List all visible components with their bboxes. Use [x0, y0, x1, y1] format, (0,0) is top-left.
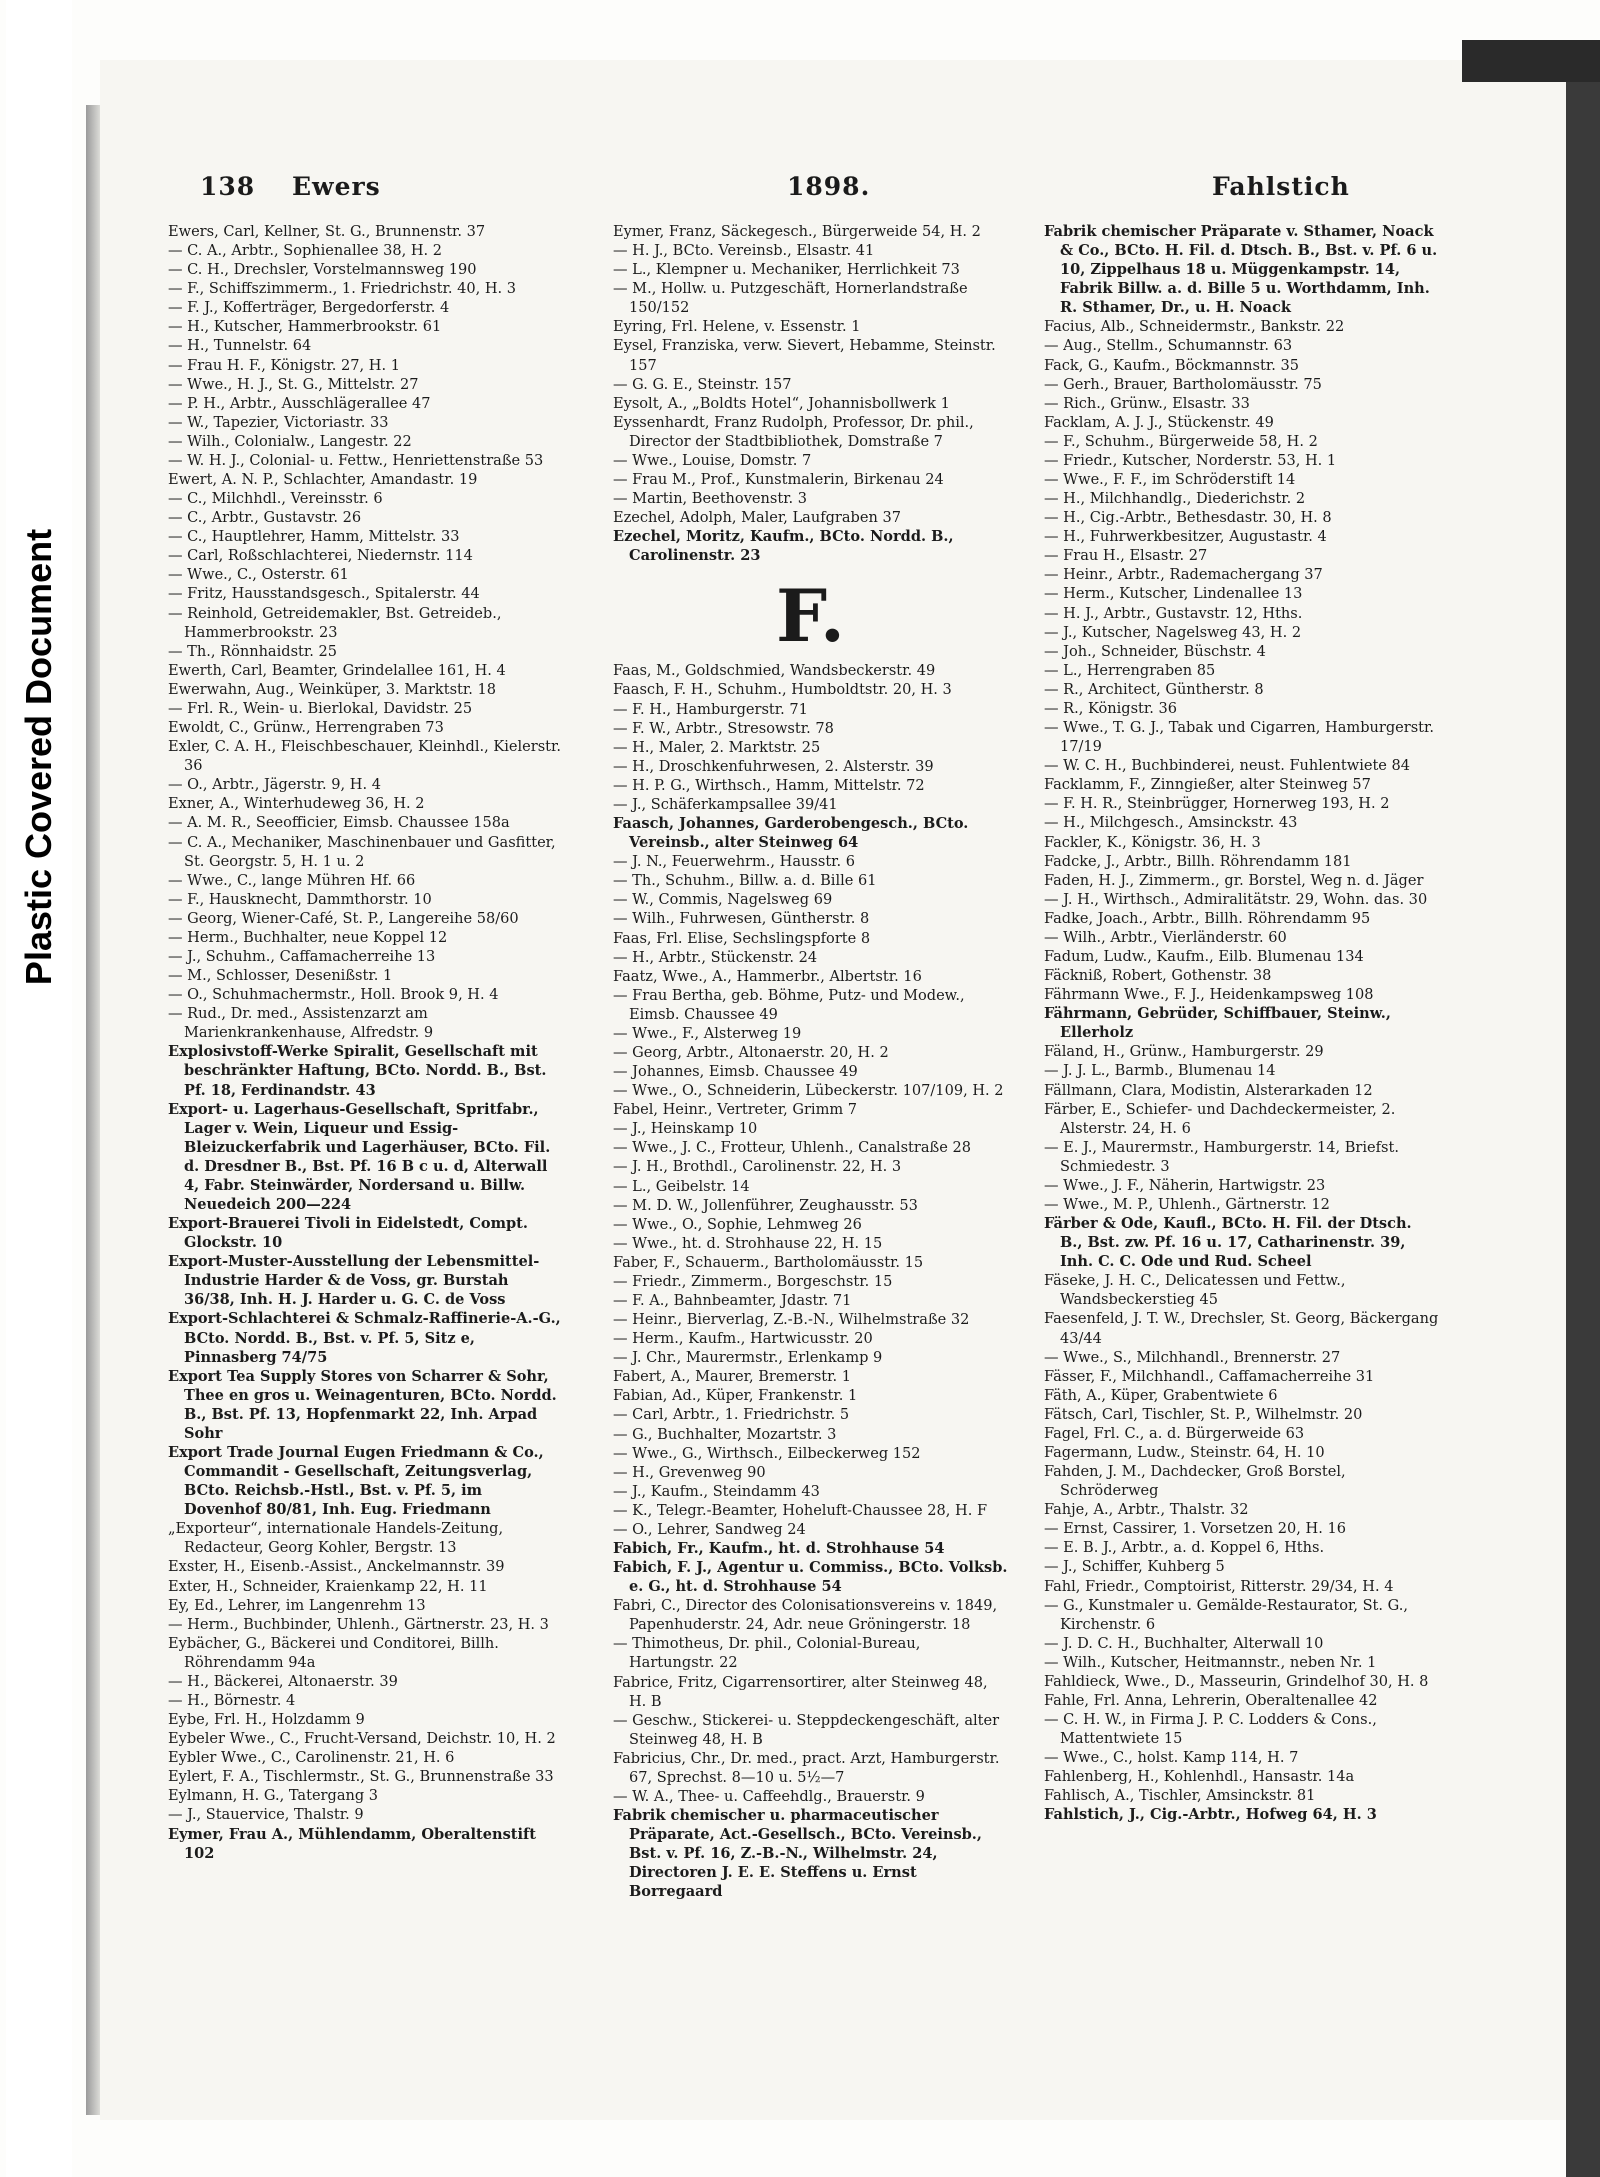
directory-entry: Ewerth, Carl, Beamter, Grindelallee 161, H. 4: [168, 661, 506, 679]
directory-entry: — G. G. E., Steinstr. 157: [613, 375, 792, 393]
directory-entry: — Wwe., C., Osterstr. 61: [168, 566, 349, 584]
directory-entry: Eyring, Frl. Helene, v. Essenstr. 1: [613, 318, 861, 336]
directory-entry: — C., Arbtr., Gustavstr. 26: [168, 509, 362, 527]
directory-entry: — Carl, Roßschlachterei, Niedernstr. 114: [168, 547, 473, 565]
directory-entry: — Wilh., Arbtr., Vierländerstr. 60: [1044, 928, 1287, 946]
directory-entry: — Johannes, Eimsb. Chaussee 49: [613, 1063, 858, 1081]
directory-entry: Exter, H., Schneider, Kraienkamp 22, H. 11: [168, 1577, 488, 1595]
directory-entry: — H., Bäckerei, Altonaerstr. 39: [168, 1672, 398, 1690]
directory-entry: Export-Muster-Ausstellung der Lebensmittel-Industrie Harder & de Voss, gr. Burstah 36/38, Inh. H. J. Harder u. G. C. de Voss: [168, 1253, 540, 1309]
directory-entry: Facklam, A. J. J., Stückenstr. 49: [1044, 413, 1274, 431]
directory-entry: — H., Maler, 2. Marktstr. 25: [613, 738, 821, 756]
directory-entry: — C. H. W., in Firma J. P. C. Lodders & Cons., Mattentwiete 15: [1044, 1711, 1377, 1748]
directory-entry: — W. A., Thee- u. Caffeehdlg., Brauerstr. 9: [613, 1788, 925, 1806]
directory-entry: Fahden, J. M., Dachdecker, Groß Borstel, Schröderweg: [1044, 1463, 1346, 1500]
directory-entry: — J. N., Feuerwehrm., Hausstr. 6: [613, 853, 856, 871]
directory-entry: Fadcke, J., Arbtr., Billh. Röhrendamm 181: [1044, 852, 1352, 870]
directory-entry: — C. A., Arbtr., Sophienallee 38, H. 2: [168, 242, 443, 260]
directory-entry: — M. D. W., Jollenführer, Zeughausstr. 53: [613, 1196, 918, 1214]
directory-entry: — F., Hausknecht, Dammthorstr. 10: [168, 890, 432, 908]
directory-entry: — Wilh., Colonialw., Langestr. 22: [168, 432, 412, 450]
directory-entry: Eysel, Franziska, verw. Sievert, Hebamme, Steinstr. 157: [613, 337, 996, 374]
directory-entry: — Wwe., O., Sophie, Lehmweg 26: [613, 1215, 862, 1233]
directory-entry: — F. W., Arbtr., Stresowstr. 78: [613, 719, 834, 737]
directory-entry: Fack, G., Kaufm., Böckmannstr. 35: [1044, 356, 1299, 374]
directory-entry: Ewers, Carl, Kellner, St. G., Brunnenstr. 37: [168, 223, 486, 240]
directory-entry: — J., Schäferkampsallee 39/41: [613, 795, 838, 813]
directory-entry: — Rud., Dr. med., Assistenzarzt am Marienkrankenhause, Alfredstr. 9: [168, 1005, 434, 1042]
directory-entry: — Wwe., F., Alsterweg 19: [613, 1024, 802, 1042]
directory-entry: — F. J., Kofferträger, Bergedorferstr. 4: [168, 299, 450, 317]
directory-entry: Fagermann, Ludw., Steinstr. 64, H. 10: [1044, 1444, 1325, 1461]
directory-entry: Fäth, A., Küper, Grabentwiete 6: [1044, 1386, 1278, 1404]
directory-entry: — J. J. L., Barmb., Blumenau 14: [1044, 1062, 1276, 1080]
directory-entry: — J. Chr., Maurermstr., Erlenkamp 9: [613, 1349, 883, 1367]
directory-entry: — H., Grevenweg 90: [613, 1463, 766, 1481]
directory-entry: Fabrice, Fritz, Cigarrensortirer, alter Steinweg 48, H. B: [613, 1673, 988, 1710]
directory-entry: Fabich, Fr., Kaufm., ht. d. Strohhause 54: [613, 1540, 945, 1557]
directory-entry: — C. A., Mechaniker, Maschinenbauer und Gasfitter, St. Georgstr. 5, H. 1 u. 2: [168, 833, 556, 870]
directory-entry: — Wwe., C., holst. Kamp 114, H. 7: [1044, 1749, 1299, 1767]
directory-entry: Eybächer, G., Bäckerei und Conditorei, Billh. Röhrendamm 94a: [168, 1634, 499, 1671]
directory-entry: — Wwe., G., Wirthsch., Eilbeckerweg 152: [613, 1444, 921, 1462]
directory-entry: Eymer, Frau A., Mühlendamm, Oberaltenstift 102: [168, 1825, 537, 1862]
directory-entry: Export-Brauerei Tivoli in Eidelstedt, Compt. Glockstr. 10: [168, 1215, 528, 1252]
directory-entry: — Thimotheus, Dr. phil., Colonial-Bureau, Hartungstr. 22: [613, 1635, 921, 1672]
directory-entry: — M., Schlosser, Desenißstr. 1: [168, 967, 393, 985]
directory-entry: — O., Schuhmachermstr., Holl. Brook 9, H. 4: [168, 986, 499, 1004]
directory-entry: — Frau M., Prof., Kunstmalerin, Birkenau 24: [613, 471, 944, 489]
directory-entry: Fahl, Friedr., Comptoirist, Ritterstr. 29/34, H. 4: [1044, 1577, 1394, 1595]
directory-entry: Färber & Ode, Kaufl., BCto. H. Fil. der Dtsch. B., Bst. zw. Pf. 16 u. 17, Catharinenstr. 39, Inh. C. C. Ode und Rud. Scheel: [1044, 1215, 1412, 1271]
directory-entry: — C., Hauptlehrer, Hamm, Mittelstr. 33: [168, 528, 460, 546]
directory-entry: Facklamm, F., Zinngießer, alter Steinweg 57: [1044, 776, 1371, 794]
directory-entry: Export Trade Journal Eugen Friedmann & Co., Commandit - Gesellschaft, Zeitungsverlag, BCto. Reichsb.-Hstl., Bst. v. Pf. 5, im Dovenhof 80/81, Inh. Eug. Friedmann: [168, 1444, 544, 1519]
directory-entry: Fackler, K., Königstr. 36, H. 3: [1044, 833, 1261, 851]
directory-entry: — Herm., Buchbinder, Uhlenh., Gärtnerstr. 23, H. 3: [168, 1615, 549, 1633]
directory-entry: Fadum, Ludw., Kaufm., Eilb. Blumenau 134: [1044, 947, 1364, 965]
directory-entry: Fabricius, Chr., Dr. med., pract. Arzt, Hamburgerstr. 67, Sprechst. 8—10 u. 5½—7: [613, 1749, 1000, 1786]
directory-entry: Fätsch, Carl, Tischler, St. P., Wilhelmstr. 20: [1044, 1405, 1363, 1423]
directory-entry: — H., Milchgesch., Amsinckstr. 43: [1044, 814, 1298, 832]
directory-entry: — L., Herrengraben 85: [1044, 661, 1216, 679]
directory-entry: — J., Stauervice, Thalstr. 9: [168, 1806, 364, 1824]
directory-entry: — Wwe., S., Milchhandl., Brennerstr. 27: [1044, 1348, 1341, 1366]
directory-entry: — Carl, Arbtr., 1. Friedrichstr. 5: [613, 1406, 850, 1424]
directory-entry: — F. H. R., Steinbrügger, Hornerweg 193, H. 2: [1044, 795, 1390, 813]
directory-column-left: [168, 222, 563, 1863]
directory-entry: — W., Tapezier, Victoriastr. 33: [168, 413, 389, 431]
directory-entry: Eymer, Franz, Säckegesch., Bürgerweide 54, H. 2: [613, 223, 981, 240]
directory-entry: Fahldieck, Wwe., D., Masseurin, Grindelhof 30, H. 8: [1044, 1672, 1429, 1690]
directory-entry: Export- u. Lagerhaus-Gesellschaft, Spritfabr., Lager v. Wein, Liqueur und Essig-Bleizuckerfabrik und Lagerhäuser, BCto. Fil. d. Dresdner B., Bst. Pf. 16 B c u. d, Alterwall 4, Fabr. Steinwärder, Nordersand u. Billw. Neuedeich 200—224: [168, 1100, 551, 1213]
directory-entry: — J. H., Wirthsch., Admiralitätstr. 29, Wohn. das. 30: [1044, 890, 1428, 908]
directory-entry: — Georg, Arbtr., Altonaerstr. 20, H. 2: [613, 1043, 889, 1061]
directory-entry: Eybeler Wwe., C., Frucht-Versand, Deichstr. 10, H. 2: [168, 1730, 556, 1748]
directory-entry: — Wwe., M. P., Uhlenh., Gärtnerstr. 12: [1044, 1195, 1330, 1213]
directory-entry: Fabel, Heinr., Vertreter, Grimm 7: [613, 1101, 858, 1119]
directory-entry: Faas, Frl. Elise, Sechslingspforte 8: [613, 929, 871, 947]
directory-entry: — R., Königstr. 36: [1044, 699, 1177, 717]
directory-entry: — Martin, Beethovenstr. 3: [613, 490, 808, 508]
directory-entry: Eysolt, A., „Boldts Hotel“, Johannisbollwerk 1: [613, 394, 950, 412]
directory-entry: — A. M. R., Seeofficier, Eimsb. Chaussee 158a: [168, 814, 510, 832]
directory-entry: — Wwe., J. F., Näherin, Hartwigstr. 23: [1044, 1176, 1326, 1194]
directory-entry: Facius, Alb., Schneidermstr., Bankstr. 22: [1044, 318, 1345, 336]
side-caption-text: Plastic Covered Document: [18, 528, 59, 986]
directory-entry: — Wwe., C., lange Mühren Hf. 66: [168, 871, 416, 889]
middle-column-top-entries: [613, 222, 1008, 565]
directory-entry: Fabian, Ad., Küper, Frankenstr. 1: [613, 1387, 858, 1405]
directory-entry: — H., Börnestr. 4: [168, 1692, 296, 1710]
directory-entry: — G., Buchhalter, Mozartstr. 3: [613, 1425, 837, 1443]
directory-entry: — H. J., BCto. Vereinsb., Elsastr. 41: [613, 242, 875, 260]
directory-entry: Fäland, H., Grünw., Hamburgerstr. 29: [1044, 1043, 1324, 1061]
directory-entry: — Wilh., Fuhrwesen, Güntherstr. 8: [613, 910, 870, 928]
directory-entry: — J., Schiffer, Kuhberg 5: [1044, 1558, 1225, 1576]
directory-entry: — W., Commis, Nagelsweg 69: [613, 891, 833, 909]
directory-entry: — Friedr., Zimmerm., Borgeschstr. 15: [613, 1272, 893, 1290]
directory-entry: Fahlenberg, H., Kohlenhdl., Hansastr. 14a: [1044, 1768, 1355, 1786]
directory-column-middle: [613, 222, 1008, 1901]
directory-entry: Fahle, Frl. Anna, Lehrerin, Oberaltenallee 42: [1044, 1692, 1378, 1710]
section-letter: F.: [776, 573, 845, 659]
directory-entry: — Georg, Wiener-Café, St. P., Langereihe 58/60: [168, 909, 519, 927]
directory-entry: „Exporteur“, internationale Handels-Zeitung, Redacteur, Georg Kohler, Bergstr. 13: [168, 1520, 504, 1557]
directory-entry: — C. H., Drechsler, Vorstelmannsweg 190: [168, 261, 477, 279]
directory-entry: — O., Arbtr., Jägerstr. 9, H. 4: [168, 776, 381, 794]
directory-entry: — Friedr., Kutscher, Norderstr. 53, H. 1: [1044, 451, 1337, 469]
directory-entry: Export Tea Supply Stores von Scharrer & Sohr, Thee en gros u. Weinagenturen, BCto. Nordd. B., Bst. Pf. 13, Hopfenmarkt 22, Inh. Arpad Sohr: [168, 1367, 557, 1442]
directory-entry: Fabich, F. J., Agentur u. Commiss., BCto. Volksb. e. G., ht. d. Strohhause 54: [613, 1559, 1008, 1596]
directory-entry: — H., Kutscher, Hammerbrookstr. 61: [168, 318, 442, 336]
directory-entry: Ewerwahn, Aug., Weinküper, 3. Marktstr. 18: [168, 680, 497, 698]
directory-entry: Faasch, Johannes, Garderobengesch., BCto. Vereinsb., alter Steinweg 64: [613, 815, 969, 852]
directory-entry: — Herm., Kaufm., Hartwicusstr. 20: [613, 1330, 873, 1348]
directory-entry: — L., Klempner u. Mechaniker, Herrlichkeit 73: [613, 261, 960, 279]
directory-entry: — O., Lehrer, Sandweg 24: [613, 1520, 806, 1538]
directory-entry: Fährmann, Gebrüder, Schiffbauer, Steinw., Ellerholz: [1044, 1005, 1391, 1042]
directory-entry: Fällmann, Clara, Modistin, Alsterarkaden 12: [1044, 1081, 1373, 1099]
directory-entry: Faasch, F. H., Schuhm., Humboldtstr. 20, H. 3: [613, 681, 952, 699]
directory-entry: — Aug., Stellm., Schumannstr. 63: [1044, 337, 1293, 355]
directory-entry: — F., Schiffszimmerm., 1. Friedrichstr. 40, H. 3: [168, 280, 517, 298]
directory-entry: — Frau H. F., Königstr. 27, H. 1: [168, 356, 400, 374]
header-catchword-right: Fahlstich: [1212, 172, 1350, 201]
directory-entry: Faesenfeld, J. T. W., Drechsler, St. Georg, Bäckergang 43/44: [1044, 1310, 1439, 1347]
directory-entry: — Wwe., H. J., St. G., Mittelstr. 27: [168, 375, 419, 393]
directory-entry: — M., Hollw. u. Putzgeschäft, Hornerlandstraße 150/152: [613, 280, 968, 317]
directory-entry: — Rich., Grünw., Elsastr. 33: [1044, 394, 1250, 412]
directory-entry: — Wwe., ht. d. Strohhause 22, H. 15: [613, 1234, 883, 1252]
page-gutter-shadow: [86, 105, 100, 2115]
directory-entry: — J., Heinskamp 10: [613, 1120, 758, 1138]
directory-entry: — Wilh., Kutscher, Heitmannstr., neben Nr. 1: [1044, 1653, 1377, 1671]
directory-entry: — Wwe., T. G. J., Tabak und Cigarren, Hamburgerstr. 17/19: [1044, 719, 1434, 756]
directory-entry: Ewoldt, C., Grünw., Herrengraben 73: [168, 719, 444, 737]
header-catchword-left: Ewers: [292, 172, 381, 201]
directory-entry: — H., Cig.-Arbtr., Bethesdastr. 30, H. 8: [1044, 509, 1332, 527]
directory-entry: — W. H. J., Colonial- u. Fettw., Henriettenstraße 53: [168, 451, 544, 469]
directory-entry: — H. J., Arbtr., Gustavstr. 12, Hths.: [1044, 604, 1303, 622]
directory-entry: — Heinr., Arbtr., Rademachergang 37: [1044, 566, 1323, 584]
directory-entry: — Wwe., O., Schneiderin, Lübeckerstr. 107/109, H. 2: [613, 1082, 1004, 1100]
directory-entry: Eyssenhardt, Franz Rudolph, Professor, Dr. phil., Director der Stadtbibliothek, Domstraße 7: [613, 413, 974, 450]
directory-entry: — Frau H., Elsastr. 27: [1044, 547, 1208, 565]
directory-entry: — Wwe., F. F., im Schröderstift 14: [1044, 471, 1296, 489]
directory-entry: — Wwe., Louise, Domstr. 7: [613, 451, 812, 469]
directory-entry: — F. A., Bahnbeamter, Jdastr. 71: [613, 1291, 852, 1309]
directory-entry: — Gerh., Brauer, Bartholomäusstr. 75: [1044, 375, 1322, 393]
directory-entry: Fabert, A., Maurer, Bremerstr. 1: [613, 1368, 852, 1386]
directory-entry: — H., Milchhandlg., Diederichstr. 2: [1044, 490, 1306, 508]
dark-right-edge: [1566, 82, 1600, 2177]
directory-entry: Fadke, Joach., Arbtr., Billh. Röhrendamm 95: [1044, 909, 1371, 927]
directory-entry: — Heinr., Bierverlag, Z.-B.-N., Wilhelmstraße 32: [613, 1311, 970, 1329]
page-number: 138: [200, 172, 256, 201]
directory-entry: Export-Schlachterei & Schmalz-Raffinerie-A.-G., BCto. Nordd. B., Bst. v. Pf. 5, Sitz e, Pinnasberg 74/75: [168, 1310, 561, 1366]
directory-entry: Eybler Wwe., C., Carolinenstr. 21, H. 6: [168, 1749, 455, 1767]
directory-entry: Exler, C. A. H., Fleischbeschauer, Kleinhdl., Kielerstr. 36: [168, 738, 561, 775]
directory-entry: — Fritz, Hausstandsgesch., Spitalerstr. 44: [168, 585, 480, 603]
directory-entry: — R., Architect, Güntherstr. 8: [1044, 680, 1264, 698]
directory-entry: — H., Tunnelstr. 64: [168, 337, 312, 355]
directory-entry: — Ernst, Cassirer, 1. Vorsetzen 20, H. 16: [1044, 1520, 1346, 1538]
directory-entry: — P. H., Arbtr., Ausschlägerallee 47: [168, 394, 431, 412]
directory-entry: — Geschw., Stickerei- u. Steppdeckengeschäft, alter Steinweg 48, H. B: [613, 1711, 1000, 1748]
directory-entry: Exner, A., Winterhudeweg 36, H. 2: [168, 795, 425, 813]
directory-entry: Fäseke, J. H. C., Delicatessen und Fettw., Wandsbeckerstieg 45: [1044, 1272, 1346, 1309]
directory-entry: Exster, H., Eisenb.-Assist., Anckelmannstr. 39: [168, 1558, 505, 1576]
directory-entry: Färber, E., Schiefer- und Dachdeckermeister, 2. Alsterstr. 24, H. 6: [1044, 1100, 1396, 1137]
directory-entry: — J., Kutscher, Nagelsweg 43, H. 2: [1044, 623, 1302, 641]
directory-entry: — F., Schuhm., Bürgerweide 58, H. 2: [1044, 432, 1318, 450]
directory-entry: — J., Schuhm., Caffamacherreihe 13: [168, 947, 436, 965]
directory-entry: Fährmann Wwe., F. J., Heidenkampsweg 108: [1044, 986, 1374, 1004]
directory-entry: Eybe, Frl. H., Holzdamm 9: [168, 1711, 365, 1729]
directory-entry: Fahlisch, A., Tischler, Amsinckstr. 81: [1044, 1787, 1316, 1805]
directory-entry: — E. J., Maurermstr., Hamburgerstr. 14, Briefst. Schmiedestr. 3: [1044, 1138, 1399, 1175]
directory-entry: Faas, M., Goldschmied, Wandsbeckerstr. 49: [613, 662, 936, 680]
directory-entry: Ewert, A. N. P., Schlachter, Amandastr. 19: [168, 471, 478, 489]
directory-entry: Fabri, C., Director des Colonisationsvereins v. 1849, Papenhuderstr. 24, Adr. neue Gröningerstr. 18: [613, 1597, 998, 1634]
directory-entry: Fässer, F., Milchhandl., Caffamacherreihe 31: [1044, 1367, 1375, 1385]
directory-entry: Eylert, F. A., Tischlermstr., St. G., Brunnenstraße 33: [168, 1768, 554, 1786]
directory-entry: Fabrik chemischer Präparate v. Sthamer, Noack & Co., BCto. H. Fil. d. Dtsch. B., Bst. v. Pf. 6 u. 10, Zippelhaus 18 u. Müggenkampstr. 14, Fabrik Billw. a. d. Bille 5 u. Worthdamm, Inh. R. Sthamer, Dr., u. H. Noack: [1044, 223, 1438, 317]
directory-entry: Fabrik chemischer u. pharmaceutischer Präparate, Act.-Gesellsch., BCto. Vereinsb., Bst. v. Pf. 16, Z.-B.-N., Wilhelmstr. 24, Directoren J. E. E. Steffens u. Ernst Borregaard: [613, 1807, 982, 1901]
header-year: 1898.: [787, 172, 871, 201]
directory-entry: — F. H., Hamburgerstr. 71: [613, 700, 808, 718]
directory-entry: Fäckniß, Robert, Gothenstr. 38: [1044, 967, 1272, 985]
directory-entry: — Th., Rönnhaidstr. 25: [168, 642, 337, 660]
side-caption: [6, 0, 72, 2177]
directory-entry: Eylmann, H. G., Tatergang 3: [168, 1787, 379, 1805]
directory-entry: — Herm., Buchhalter, neue Koppel 12: [168, 928, 448, 946]
directory-entry: — K., Telegr.-Beamter, Hoheluft-Chaussee 28, H. F: [613, 1501, 988, 1519]
directory-entry: Faber, F., Schauerm., Bartholomäusstr. 15: [613, 1253, 924, 1271]
directory-entry: Faatz, Wwe., A., Hammerbr., Albertstr. 16: [613, 967, 922, 985]
directory-entry: — L., Geibelstr. 14: [613, 1177, 750, 1195]
directory-entry: Explosivstoff-Werke Spiralit, Gesellschaft mit beschränkter Haftung, BCto. Nordd. B., Bst. Pf. 18, Ferdinandstr. 43: [168, 1043, 547, 1099]
directory-entry: Fahlstich, J., Cig.-Arbtr., Hofweg 64, H. 3: [1044, 1806, 1377, 1824]
directory-entry: — G., Kunstmaler u. Gemälde-Restaurator, St. G., Kirchenstr. 6: [1044, 1596, 1409, 1633]
directory-column-right: [1044, 222, 1439, 1825]
directory-entry: Fagel, Frl. C., a. d. Bürgerweide 63: [1044, 1424, 1305, 1442]
directory-entry: — Th., Schuhm., Billw. a. d. Bille 61: [613, 872, 877, 890]
directory-entry: — Reinhold, Getreidemakler, Bst. Getreideb., Hammerbrookstr. 23: [168, 604, 502, 641]
directory-entry: Ezechel, Moritz, Kaufm., BCto. Nordd. B., Carolinenstr. 23: [613, 528, 954, 565]
directory-entry: — J. D. C. H., Buchhalter, Alterwall 10: [1044, 1634, 1324, 1652]
dark-corner-edge: [1462, 40, 1600, 82]
directory-entry: — Joh., Schneider, Büschstr. 4: [1044, 642, 1266, 660]
directory-entry: — J., Kaufm., Steindamm 43: [613, 1482, 820, 1500]
directory-entry: Faden, H. J., Zimmerm., gr. Borstel, Weg n. d. Jäger: [1044, 871, 1424, 889]
directory-entry: — E. B. J., Arbtr., a. d. Koppel 6, Hths.: [1044, 1539, 1325, 1557]
directory-entry: — W. C. H., Buchbinderei, neust. Fuhlentwiete 84: [1044, 757, 1411, 775]
directory-entry: — J. H., Brothdl., Carolinenstr. 22, H. 3: [613, 1158, 902, 1176]
directory-entry: — H., Fuhrwerkbesitzer, Augustastr. 4: [1044, 528, 1327, 546]
directory-entry: Ey, Ed., Lehrer, im Langenrehm 13: [168, 1596, 426, 1614]
directory-entry: — Frl. R., Wein- u. Bierlokal, Davidstr. 25: [168, 699, 473, 717]
directory-entry: — H., Arbtr., Stückenstr. 24: [613, 948, 818, 966]
directory-entry: — Wwe., J. C., Frotteur, Uhlenh., Canalstraße 28: [613, 1139, 971, 1157]
directory-entry: — H., Droschkenfuhrwesen, 2. Alsterstr. 39: [613, 757, 934, 775]
directory-entry: — Frau Bertha, geb. Böhme, Putz- und Modew., Eimsb. Chaussee 49: [613, 986, 965, 1023]
directory-entry: — Herm., Kutscher, Lindenallee 13: [1044, 585, 1303, 603]
directory-entry: Ezechel, Adolph, Maler, Laufgraben 37: [613, 509, 901, 527]
directory-entry: — H. P. G., Wirthsch., Hamm, Mittelstr. 72: [613, 776, 925, 794]
directory-entry: — C., Milchhdl., Vereinsstr. 6: [168, 490, 383, 508]
middle-column-bottom-entries: [613, 661, 1008, 1901]
directory-entry: Fahje, A., Arbtr., Thalstr. 32: [1044, 1501, 1249, 1519]
